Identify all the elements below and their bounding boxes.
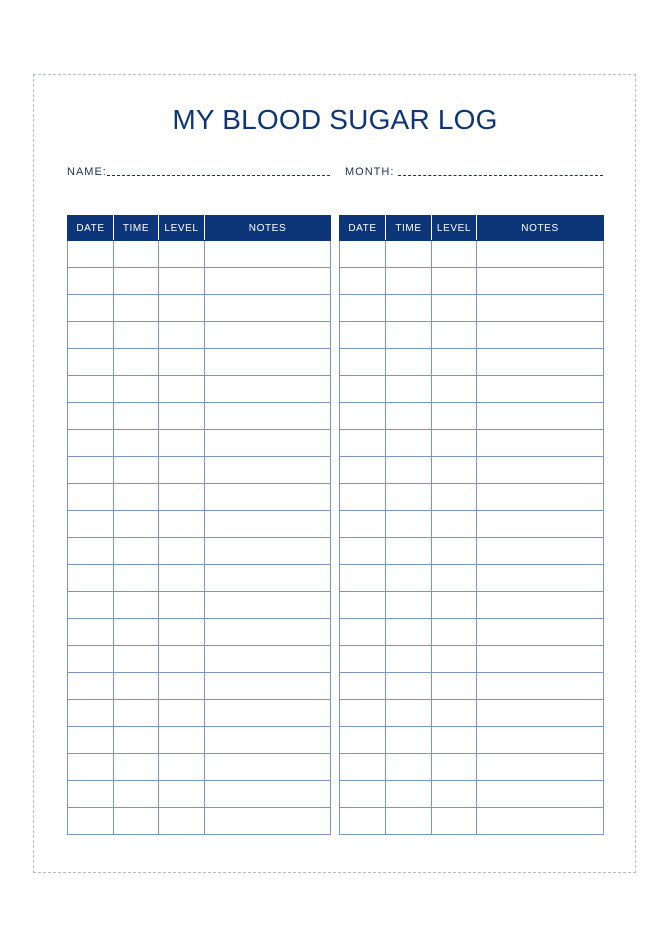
table-row xyxy=(68,700,331,727)
table-row xyxy=(340,754,604,781)
date-cell[interactable] xyxy=(340,727,386,754)
level-cell[interactable] xyxy=(432,754,477,781)
date-cell[interactable] xyxy=(340,241,386,268)
date-cell[interactable] xyxy=(340,619,386,646)
name-field[interactable] xyxy=(107,175,330,176)
notes-cell[interactable] xyxy=(477,268,604,295)
time-cell[interactable] xyxy=(386,349,432,376)
log-table-left xyxy=(67,215,331,835)
date-cell[interactable] xyxy=(340,781,386,808)
date-cell[interactable] xyxy=(340,592,386,619)
date-cell[interactable] xyxy=(68,808,114,835)
date-cell[interactable] xyxy=(340,754,386,781)
time-cell[interactable] xyxy=(386,322,432,349)
date-cell[interactable] xyxy=(340,403,386,430)
table-row xyxy=(68,565,331,592)
date-cell[interactable] xyxy=(68,592,114,619)
table-row xyxy=(340,241,604,268)
time-cell[interactable] xyxy=(114,619,159,646)
date-cell[interactable] xyxy=(340,646,386,673)
date-cell[interactable] xyxy=(340,430,386,457)
notes-cell[interactable] xyxy=(205,754,331,781)
level-cell[interactable] xyxy=(159,403,205,430)
time-cell[interactable] xyxy=(386,484,432,511)
date-cell[interactable] xyxy=(340,484,386,511)
date-cell[interactable] xyxy=(340,538,386,565)
table-row xyxy=(340,646,604,673)
date-cell[interactable] xyxy=(68,538,114,565)
notes-cell[interactable] xyxy=(205,592,331,619)
time-cell[interactable] xyxy=(114,457,159,484)
level-cell[interactable] xyxy=(432,457,477,484)
level-cell[interactable] xyxy=(159,700,205,727)
time-cell[interactable] xyxy=(386,808,432,835)
time-cell[interactable] xyxy=(114,349,159,376)
time-cell[interactable] xyxy=(386,268,432,295)
table-row xyxy=(68,673,331,700)
table-row xyxy=(68,376,331,403)
time-cell[interactable] xyxy=(386,376,432,403)
notes-cell[interactable] xyxy=(477,376,604,403)
date-cell[interactable] xyxy=(68,322,114,349)
level-cell[interactable] xyxy=(159,727,205,754)
date-cell[interactable] xyxy=(340,322,386,349)
notes-cell[interactable] xyxy=(205,322,331,349)
time-cell[interactable] xyxy=(386,673,432,700)
level-cell[interactable] xyxy=(432,322,477,349)
time-cell[interactable] xyxy=(114,700,159,727)
notes-cell[interactable] xyxy=(205,241,331,268)
date-cell[interactable] xyxy=(68,781,114,808)
notes-cell[interactable] xyxy=(477,808,604,835)
notes-cell[interactable] xyxy=(205,511,331,538)
level-cell[interactable] xyxy=(432,295,477,322)
level-cell[interactable] xyxy=(432,484,477,511)
level-cell[interactable] xyxy=(432,349,477,376)
notes-cell[interactable] xyxy=(477,727,604,754)
notes-cell[interactable] xyxy=(205,268,331,295)
level-cell[interactable] xyxy=(159,619,205,646)
column-header-level: LEVEL xyxy=(432,216,477,241)
column-header-level: LEVEL xyxy=(159,216,205,241)
level-cell[interactable] xyxy=(432,808,477,835)
date-cell[interactable] xyxy=(68,646,114,673)
level-cell[interactable] xyxy=(159,592,205,619)
date-cell[interactable] xyxy=(68,754,114,781)
table-row xyxy=(340,403,604,430)
table-row xyxy=(340,700,604,727)
notes-cell[interactable] xyxy=(477,511,604,538)
table-row xyxy=(68,781,331,808)
time-cell[interactable] xyxy=(114,322,159,349)
time-cell[interactable] xyxy=(386,430,432,457)
time-cell[interactable] xyxy=(386,511,432,538)
date-cell[interactable] xyxy=(68,619,114,646)
notes-cell[interactable] xyxy=(205,484,331,511)
table-row xyxy=(68,592,331,619)
column-header-notes: NOTES xyxy=(205,216,331,241)
time-cell[interactable] xyxy=(114,430,159,457)
time-cell[interactable] xyxy=(386,646,432,673)
level-cell[interactable] xyxy=(159,754,205,781)
time-cell[interactable] xyxy=(114,754,159,781)
notes-cell[interactable] xyxy=(205,781,331,808)
date-cell[interactable] xyxy=(68,403,114,430)
notes-cell[interactable] xyxy=(477,538,604,565)
notes-cell[interactable] xyxy=(477,295,604,322)
level-cell[interactable] xyxy=(159,808,205,835)
date-cell[interactable] xyxy=(340,349,386,376)
time-cell[interactable] xyxy=(114,727,159,754)
table-row xyxy=(340,808,604,835)
table-row xyxy=(68,430,331,457)
table-row xyxy=(68,349,331,376)
log-table-right xyxy=(339,215,604,835)
level-cell[interactable] xyxy=(159,511,205,538)
level-cell[interactable] xyxy=(159,349,205,376)
notes-cell[interactable] xyxy=(477,700,604,727)
notes-cell[interactable] xyxy=(477,403,604,430)
column-header-notes: NOTES xyxy=(477,216,604,241)
time-cell[interactable] xyxy=(114,781,159,808)
level-cell[interactable] xyxy=(432,376,477,403)
level-cell[interactable] xyxy=(159,295,205,322)
time-cell[interactable] xyxy=(386,700,432,727)
column-header-date: DATE xyxy=(340,216,386,241)
table-row xyxy=(68,322,331,349)
level-cell[interactable] xyxy=(432,646,477,673)
level-cell[interactable] xyxy=(432,511,477,538)
table-row xyxy=(340,295,604,322)
notes-cell[interactable] xyxy=(205,538,331,565)
notes-cell[interactable] xyxy=(205,403,331,430)
level-cell[interactable] xyxy=(432,565,477,592)
date-cell[interactable] xyxy=(340,511,386,538)
level-cell[interactable] xyxy=(159,430,205,457)
level-cell[interactable] xyxy=(432,619,477,646)
table-header-row xyxy=(340,216,604,241)
time-cell[interactable] xyxy=(114,565,159,592)
level-cell[interactable] xyxy=(159,781,205,808)
level-cell[interactable] xyxy=(159,376,205,403)
level-cell[interactable] xyxy=(159,565,205,592)
time-cell[interactable] xyxy=(386,565,432,592)
notes-cell[interactable] xyxy=(477,322,604,349)
column-header-time: TIME xyxy=(386,216,432,241)
date-cell[interactable] xyxy=(340,268,386,295)
level-cell[interactable] xyxy=(159,484,205,511)
notes-cell[interactable] xyxy=(205,673,331,700)
table-row xyxy=(68,619,331,646)
date-cell[interactable] xyxy=(68,430,114,457)
notes-cell[interactable] xyxy=(205,349,331,376)
notes-cell[interactable] xyxy=(205,619,331,646)
date-cell[interactable] xyxy=(68,511,114,538)
level-cell[interactable] xyxy=(432,268,477,295)
date-cell[interactable] xyxy=(340,295,386,322)
table-header-row xyxy=(68,216,331,241)
table-row xyxy=(68,484,331,511)
date-cell[interactable] xyxy=(340,457,386,484)
table-row xyxy=(340,511,604,538)
time-cell[interactable] xyxy=(114,295,159,322)
column-header-time: TIME xyxy=(114,216,159,241)
date-cell[interactable] xyxy=(68,268,114,295)
notes-cell[interactable] xyxy=(205,727,331,754)
level-cell[interactable] xyxy=(432,700,477,727)
date-cell[interactable] xyxy=(68,241,114,268)
notes-cell[interactable] xyxy=(205,565,331,592)
date-cell[interactable] xyxy=(340,376,386,403)
time-cell[interactable] xyxy=(114,484,159,511)
level-cell[interactable] xyxy=(432,781,477,808)
table-row xyxy=(340,376,604,403)
time-cell[interactable] xyxy=(114,592,159,619)
date-cell[interactable] xyxy=(340,565,386,592)
notes-cell[interactable] xyxy=(477,241,604,268)
notes-cell[interactable] xyxy=(205,646,331,673)
notes-cell[interactable] xyxy=(477,646,604,673)
date-cell[interactable] xyxy=(340,700,386,727)
time-cell[interactable] xyxy=(386,538,432,565)
notes-cell[interactable] xyxy=(205,700,331,727)
date-cell[interactable] xyxy=(340,808,386,835)
table-row xyxy=(68,403,331,430)
table-row xyxy=(68,727,331,754)
level-cell[interactable] xyxy=(159,646,205,673)
level-cell[interactable] xyxy=(159,457,205,484)
notes-cell[interactable] xyxy=(477,430,604,457)
table-row xyxy=(340,538,604,565)
notes-cell[interactable] xyxy=(477,781,604,808)
notes-cell[interactable] xyxy=(205,457,331,484)
time-cell[interactable] xyxy=(114,268,159,295)
notes-cell[interactable] xyxy=(205,430,331,457)
level-cell[interactable] xyxy=(432,403,477,430)
table-row xyxy=(340,781,604,808)
table-row xyxy=(340,619,604,646)
table-row xyxy=(68,268,331,295)
month-label: MONTH: xyxy=(345,166,395,178)
notes-cell[interactable] xyxy=(205,376,331,403)
table-row xyxy=(68,646,331,673)
time-cell[interactable] xyxy=(386,619,432,646)
notes-cell[interactable] xyxy=(477,592,604,619)
time-cell[interactable] xyxy=(386,295,432,322)
table-row xyxy=(340,349,604,376)
notes-cell[interactable] xyxy=(477,349,604,376)
table-row xyxy=(68,754,331,781)
level-cell[interactable] xyxy=(159,673,205,700)
time-cell[interactable] xyxy=(386,781,432,808)
date-cell[interactable] xyxy=(68,673,114,700)
table-row xyxy=(340,727,604,754)
date-cell[interactable] xyxy=(68,700,114,727)
table-row xyxy=(68,511,331,538)
table-row xyxy=(68,538,331,565)
time-cell[interactable] xyxy=(114,511,159,538)
table-row xyxy=(68,241,331,268)
date-cell[interactable] xyxy=(340,673,386,700)
notes-cell[interactable] xyxy=(205,295,331,322)
level-cell[interactable] xyxy=(432,538,477,565)
table-row xyxy=(340,322,604,349)
month-field[interactable] xyxy=(398,175,603,176)
time-cell[interactable] xyxy=(114,241,159,268)
name-label: NAME: xyxy=(67,166,107,178)
time-cell[interactable] xyxy=(386,754,432,781)
date-cell[interactable] xyxy=(68,565,114,592)
table-row xyxy=(340,484,604,511)
date-cell[interactable] xyxy=(68,349,114,376)
time-cell[interactable] xyxy=(386,457,432,484)
table-row xyxy=(340,457,604,484)
level-cell[interactable] xyxy=(159,538,205,565)
level-cell[interactable] xyxy=(159,322,205,349)
notes-cell[interactable] xyxy=(477,484,604,511)
level-cell[interactable] xyxy=(432,727,477,754)
time-cell[interactable] xyxy=(114,376,159,403)
notes-cell[interactable] xyxy=(477,619,604,646)
time-cell[interactable] xyxy=(386,727,432,754)
time-cell[interactable] xyxy=(114,403,159,430)
date-cell[interactable] xyxy=(68,457,114,484)
time-cell[interactable] xyxy=(386,403,432,430)
time-cell[interactable] xyxy=(114,538,159,565)
time-cell[interactable] xyxy=(114,673,159,700)
date-cell[interactable] xyxy=(68,484,114,511)
level-cell[interactable] xyxy=(432,592,477,619)
table-row xyxy=(340,268,604,295)
notes-cell[interactable] xyxy=(477,457,604,484)
table-row xyxy=(340,565,604,592)
time-cell[interactable] xyxy=(114,646,159,673)
notes-cell[interactable] xyxy=(205,808,331,835)
time-cell[interactable] xyxy=(386,592,432,619)
level-cell[interactable] xyxy=(159,241,205,268)
level-cell[interactable] xyxy=(432,241,477,268)
table-row xyxy=(340,430,604,457)
level-cell[interactable] xyxy=(432,430,477,457)
level-cell[interactable] xyxy=(159,268,205,295)
date-cell[interactable] xyxy=(68,376,114,403)
date-cell[interactable] xyxy=(68,295,114,322)
page-title: MY BLOOD SUGAR LOG xyxy=(172,104,498,135)
time-cell[interactable] xyxy=(386,241,432,268)
time-cell[interactable] xyxy=(114,808,159,835)
notes-cell[interactable] xyxy=(477,754,604,781)
table-row xyxy=(340,673,604,700)
notes-cell[interactable] xyxy=(477,673,604,700)
table-row xyxy=(68,457,331,484)
notes-cell[interactable] xyxy=(477,565,604,592)
table-row xyxy=(68,808,331,835)
table-row xyxy=(68,295,331,322)
table-row xyxy=(340,592,604,619)
column-header-date: DATE xyxy=(68,216,114,241)
date-cell[interactable] xyxy=(68,727,114,754)
level-cell[interactable] xyxy=(432,673,477,700)
